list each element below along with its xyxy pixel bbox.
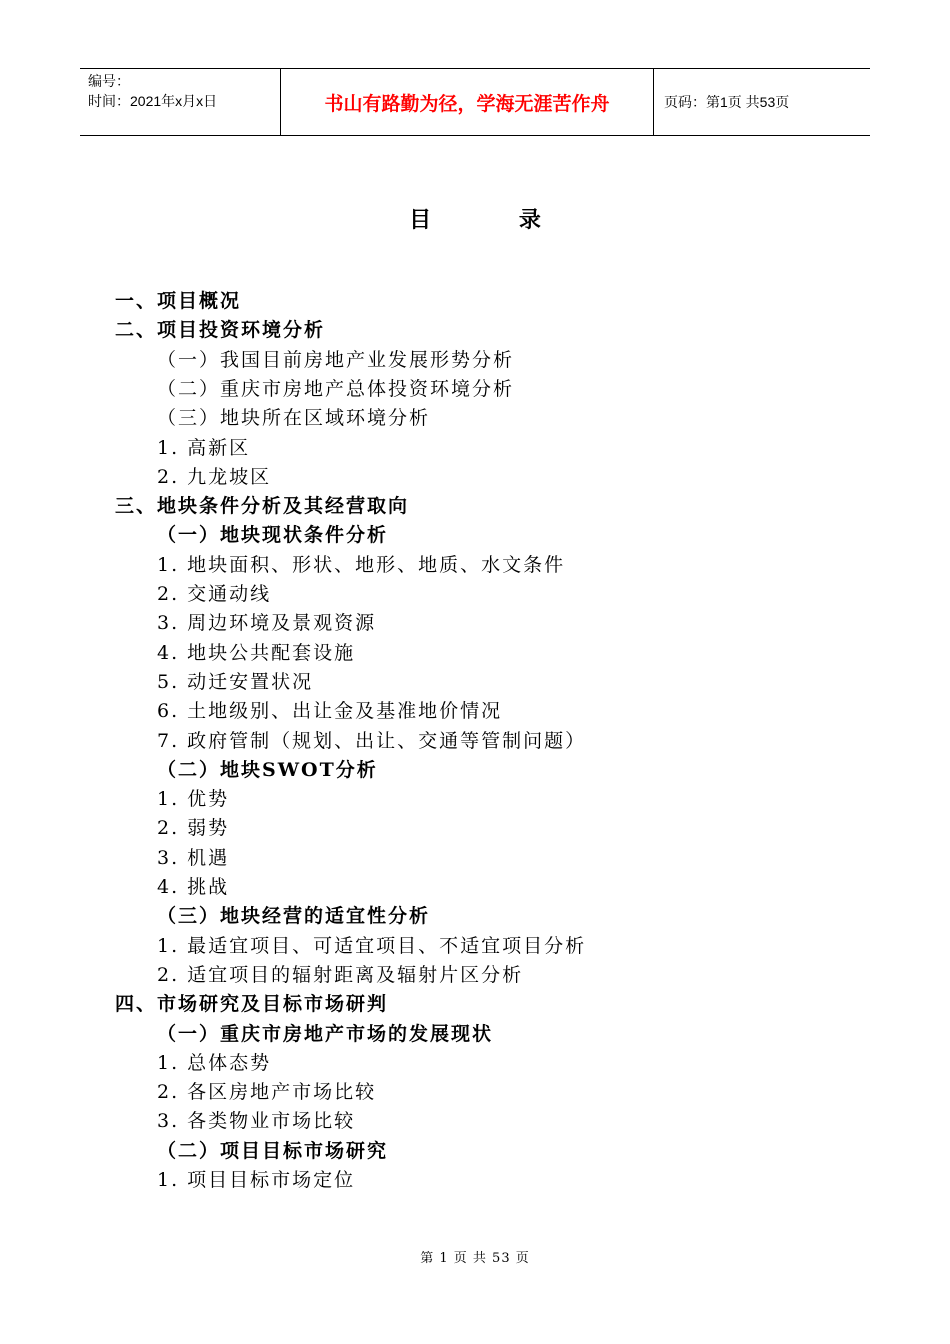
toc-entry: 2. 交通动线 (157, 583, 272, 605)
toc-entry: 3. 各类物业市场比较 (157, 1110, 356, 1133)
toc-entry: （一）重庆市房地产市场的发展现状 (157, 1022, 494, 1045)
toc-entry: 2. 九龙坡区 (157, 465, 272, 488)
toc-entry: 一、项目概况 (115, 290, 242, 312)
toc-entry: （二）地块SWOT分析 (157, 758, 378, 781)
toc-entry: 2. 各区房地产市场比较 (157, 1081, 377, 1104)
number-label: 编号： (88, 73, 130, 89)
header-motto: 书山有路勤为径，学海无涯苦作舟 (281, 69, 654, 135)
toc-entry: 二、项目投资环境分析 (115, 319, 326, 342)
toc-entry: 1. 优势 (157, 788, 230, 811)
toc-entry: （二）重庆市房地产总体投资环境分析 (157, 377, 515, 400)
toc-entry: （一）我国目前房地产业发展形势分析 (157, 348, 515, 371)
toc-entry: 7. 政府管制（规划、出让、交通等管制问题） (157, 729, 587, 752)
toc-entry: 4. 地块公共配套设施 (157, 641, 356, 664)
header-page-info: 页码：第1页 共53页 (664, 94, 790, 110)
toc-entry: 2. 适宜项目的辐射距离及辐射片区分析 (157, 963, 524, 986)
toc-entry: 4. 挑战 (157, 876, 230, 898)
toc-entry: 6. 土地级别、出让金及基准地价情况 (157, 700, 503, 723)
toc-entry: 1. 高新区 (157, 436, 251, 459)
toc-entry: 三、地块条件分析及其经营取向 (115, 495, 410, 518)
toc-entry: 3. 机遇 (157, 846, 230, 869)
toc-entry: 四、市场研究及目标市场研判 (115, 993, 389, 1016)
toc-entry: 1. 最适宜项目、可适宜项目、不适宜项目分析 (157, 934, 587, 957)
page-footer: 第 1 页 共 53 页 (420, 1251, 530, 1266)
document-title: 目 录 (409, 207, 581, 233)
page-header (80, 68, 870, 136)
toc-entry: （三）地块经营的适宜性分析 (157, 905, 431, 928)
toc-entry: （二）项目目标市场研究 (157, 1139, 389, 1162)
time-label: 时间：2021年x月x日 (88, 93, 218, 109)
toc-entry: 3. 周边环境及景观资源 (157, 612, 377, 635)
toc-entry: （三）地块所在区域环境分析 (157, 407, 431, 430)
header-meta (80, 69, 281, 135)
toc-entry: 1. 总体态势 (157, 1051, 272, 1074)
toc-entry: 2. 弱势 (157, 817, 230, 840)
toc-entry: 1. 项目目标市场定位 (157, 1169, 356, 1191)
toc-entry: 5. 动迁安置状况 (157, 670, 314, 693)
toc-entry: （一）地块现状条件分析 (157, 524, 389, 547)
toc-entry: 1. 地块面积、形状、地形、地质、水文条件 (157, 553, 566, 576)
